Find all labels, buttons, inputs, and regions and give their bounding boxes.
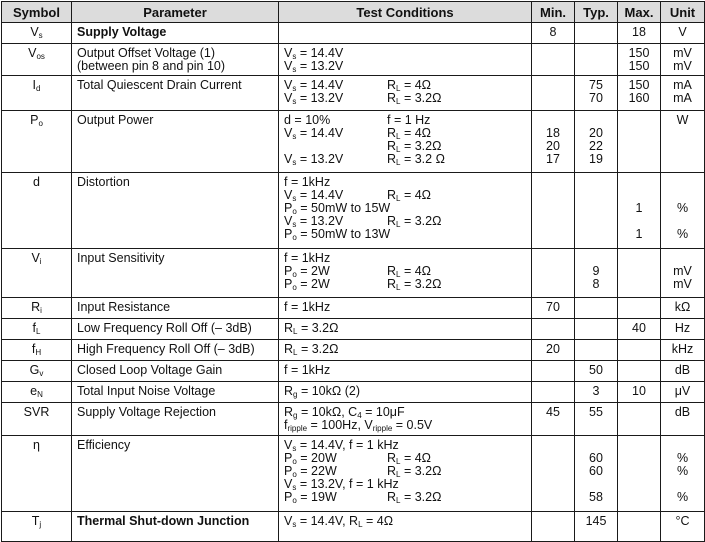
- parameter-cell: Input Resistance: [72, 298, 279, 319]
- header-max: Max.: [618, 2, 661, 23]
- conditions-cell: $R_L = 3.2\Omega$: [279, 340, 532, 361]
- typ-cell: [575, 340, 618, 361]
- parameter-cell: Closed Loop Voltage Gain: [72, 361, 279, 382]
- symbol-cell: $f_H$: [2, 340, 72, 361]
- min-cell: 18 20 17: [532, 111, 575, 173]
- table-row: [2, 23, 705, 44]
- header-unit: Unit: [661, 2, 705, 23]
- conditions-cell: $R_g = 10k\Omega$, $C_4 = 10\mu F$ $f_{ripple} = 100Hz$, $V_{ripple} = 0.5V$: [279, 403, 532, 436]
- table-row: [2, 173, 705, 249]
- parameter-cell: Output Power: [72, 111, 279, 173]
- max-cell: [618, 403, 661, 436]
- min-cell: 45: [532, 403, 575, 436]
- table-row: [2, 44, 705, 76]
- unit-cell: % %: [661, 173, 705, 249]
- typ-cell: 55: [575, 403, 618, 436]
- unit-cell: mA mA: [661, 76, 705, 111]
- header-test-conditions: Test Conditions: [279, 2, 532, 23]
- typ-cell: 50: [575, 361, 618, 382]
- symbol-cell: $V_s$: [2, 23, 72, 44]
- table-row: [2, 512, 705, 542]
- parameter-cell: Distortion: [72, 173, 279, 249]
- table-row: [2, 382, 705, 403]
- max-cell: [618, 512, 661, 542]
- unit-cell: mV mV: [661, 44, 705, 76]
- conditions-cell: f = 1kHz $P_o = 2W$ $R_L = 4\Omega$ $P_o = 2W$ $R_L = 3.2\Omega$: [279, 249, 532, 298]
- parameter-cell: Total Quiescent Drain Current: [72, 76, 279, 111]
- symbol-cell: d: [2, 173, 72, 249]
- header-min: Min.: [532, 2, 575, 23]
- parameter-cell: Total Input Noise Voltage: [72, 382, 279, 403]
- min-cell: [532, 382, 575, 403]
- min-cell: [532, 512, 575, 542]
- table-row: [2, 319, 705, 340]
- parameter-cell: High Frequency Roll Off (– 3dB): [72, 340, 279, 361]
- symbol-cell: $e_N$: [2, 382, 72, 403]
- unit-cell: dB: [661, 361, 705, 382]
- parameter-cell: Low Frequency Roll Off (– 3dB): [72, 319, 279, 340]
- unit-cell: % % %: [661, 436, 705, 512]
- max-cell: [618, 436, 661, 512]
- typ-cell: 60 60 58: [575, 436, 618, 512]
- header-typ: Typ.: [575, 2, 618, 23]
- symbol-cell: $I_d$: [2, 76, 72, 111]
- conditions-cell: $R_L = 3.2\Omega$: [279, 319, 532, 340]
- max-cell: 10: [618, 382, 661, 403]
- unit-cell: dB: [661, 403, 705, 436]
- conditions-cell: d = 10% f = 1 Hz $V_s = 14.4V$ $R_L = 4\Omega$ $R_L = 3.2\Omega$ $V_s = 13.2V$ $R_L = 3.2$ Ω: [279, 111, 532, 173]
- max-cell: [618, 340, 661, 361]
- parameter-cell: Supply Voltage: [72, 23, 279, 44]
- conditions-cell: $V_s = 14.4V$ $V_s = 13.2V$: [279, 44, 532, 76]
- parameter-cell: Supply Voltage Rejection: [72, 403, 279, 436]
- parameter-cell: Efficiency: [72, 436, 279, 512]
- table-row: [2, 361, 705, 382]
- max-cell: 18: [618, 23, 661, 44]
- unit-cell: °C: [661, 512, 705, 542]
- conditions-cell: f = 1kHz: [279, 361, 532, 382]
- parameter-cell: Output Offset Voltage (1) (between pin 8 and pin 10): [72, 44, 279, 76]
- conditions-cell: $V_s = 14.4V$, $R_L = 4\Omega$: [279, 512, 532, 542]
- unit-cell: V: [661, 23, 705, 44]
- symbol-cell: η: [2, 436, 72, 512]
- max-cell: [618, 249, 661, 298]
- min-cell: 8: [532, 23, 575, 44]
- symbol-cell: SVR: [2, 403, 72, 436]
- table-row: [2, 298, 705, 319]
- symbol-cell: $V_{os}$: [2, 44, 72, 76]
- symbol-cell: $R_i$: [2, 298, 72, 319]
- header-parameter: Parameter: [72, 2, 279, 23]
- max-cell: [618, 111, 661, 173]
- min-cell: [532, 249, 575, 298]
- min-cell: [532, 436, 575, 512]
- header-row: [2, 2, 705, 23]
- min-cell: [532, 319, 575, 340]
- min-cell: 70: [532, 298, 575, 319]
- unit-cell: mV mV: [661, 249, 705, 298]
- conditions-cell: f = 1kHz: [279, 298, 532, 319]
- unit-cell: kΩ: [661, 298, 705, 319]
- table-row: [2, 76, 705, 111]
- symbol-cell: $G_v$: [2, 361, 72, 382]
- typ-cell: [575, 44, 618, 76]
- symbol-cell: $T_j$: [2, 512, 72, 542]
- max-cell: 1 1: [618, 173, 661, 249]
- symbol-cell: $P_o$: [2, 111, 72, 173]
- conditions-cell: $V_s = 14.4V$, f = 1 kHz $P_o = 20W$ $R_L = 4\Omega$ $P_o = 22W$ $R_L = 3.2\Omega$ $V_s = 13.2V$, f = 1 kHz $P_o = 19W$ $R_L = 3.2\Omega$: [279, 436, 532, 512]
- electrical-characteristics-table: [1, 1, 705, 542]
- typ-cell: [575, 298, 618, 319]
- table-row: [2, 340, 705, 361]
- symbol-cell: $V_i$: [2, 249, 72, 298]
- typ-cell: 75 70: [575, 76, 618, 111]
- max-cell: [618, 298, 661, 319]
- min-cell: [532, 76, 575, 111]
- min-cell: [532, 173, 575, 249]
- unit-cell: μV: [661, 382, 705, 403]
- max-cell: 150 160: [618, 76, 661, 111]
- parameter-cell: Thermal Shut-down Junction: [72, 512, 279, 542]
- max-cell: [618, 361, 661, 382]
- header-symbol: Symbol: [2, 2, 72, 23]
- typ-cell: [575, 173, 618, 249]
- conditions-cell: $V_s = 14.4V$ $R_L = 4\Omega$ $V_s = 13.2V$ $R_L = 3.2\Omega$: [279, 76, 532, 111]
- typ-cell: 9 8: [575, 249, 618, 298]
- table-row: [2, 436, 705, 512]
- typ-cell: [575, 23, 618, 44]
- max-cell: 150 150: [618, 44, 661, 76]
- typ-cell: 20 22 19: [575, 111, 618, 173]
- unit-cell: W: [661, 111, 705, 173]
- conditions-cell: f = 1kHz $V_s = 14.4V$ $R_L = 4\Omega$ $P_o = 50mW$ to 15W $V_s = 13.2V$ $R_L = 3.2\Omega$ $P_o = 50mW$ to 13W: [279, 173, 532, 249]
- min-cell: [532, 361, 575, 382]
- min-cell: 20: [532, 340, 575, 361]
- table-row: [2, 249, 705, 298]
- unit-cell: kHz: [661, 340, 705, 361]
- table-row: [2, 111, 705, 173]
- typ-cell: 3: [575, 382, 618, 403]
- max-cell: 40: [618, 319, 661, 340]
- symbol-cell: $f_L$: [2, 319, 72, 340]
- parameter-cell: Input Sensitivity: [72, 249, 279, 298]
- conditions-cell: [279, 23, 532, 44]
- unit-cell: Hz: [661, 319, 705, 340]
- typ-cell: [575, 319, 618, 340]
- typ-cell: 145: [575, 512, 618, 542]
- table-row: [2, 403, 705, 436]
- min-cell: [532, 44, 575, 76]
- conditions-cell: $R_g = 10k\Omega$ (2): [279, 382, 532, 403]
